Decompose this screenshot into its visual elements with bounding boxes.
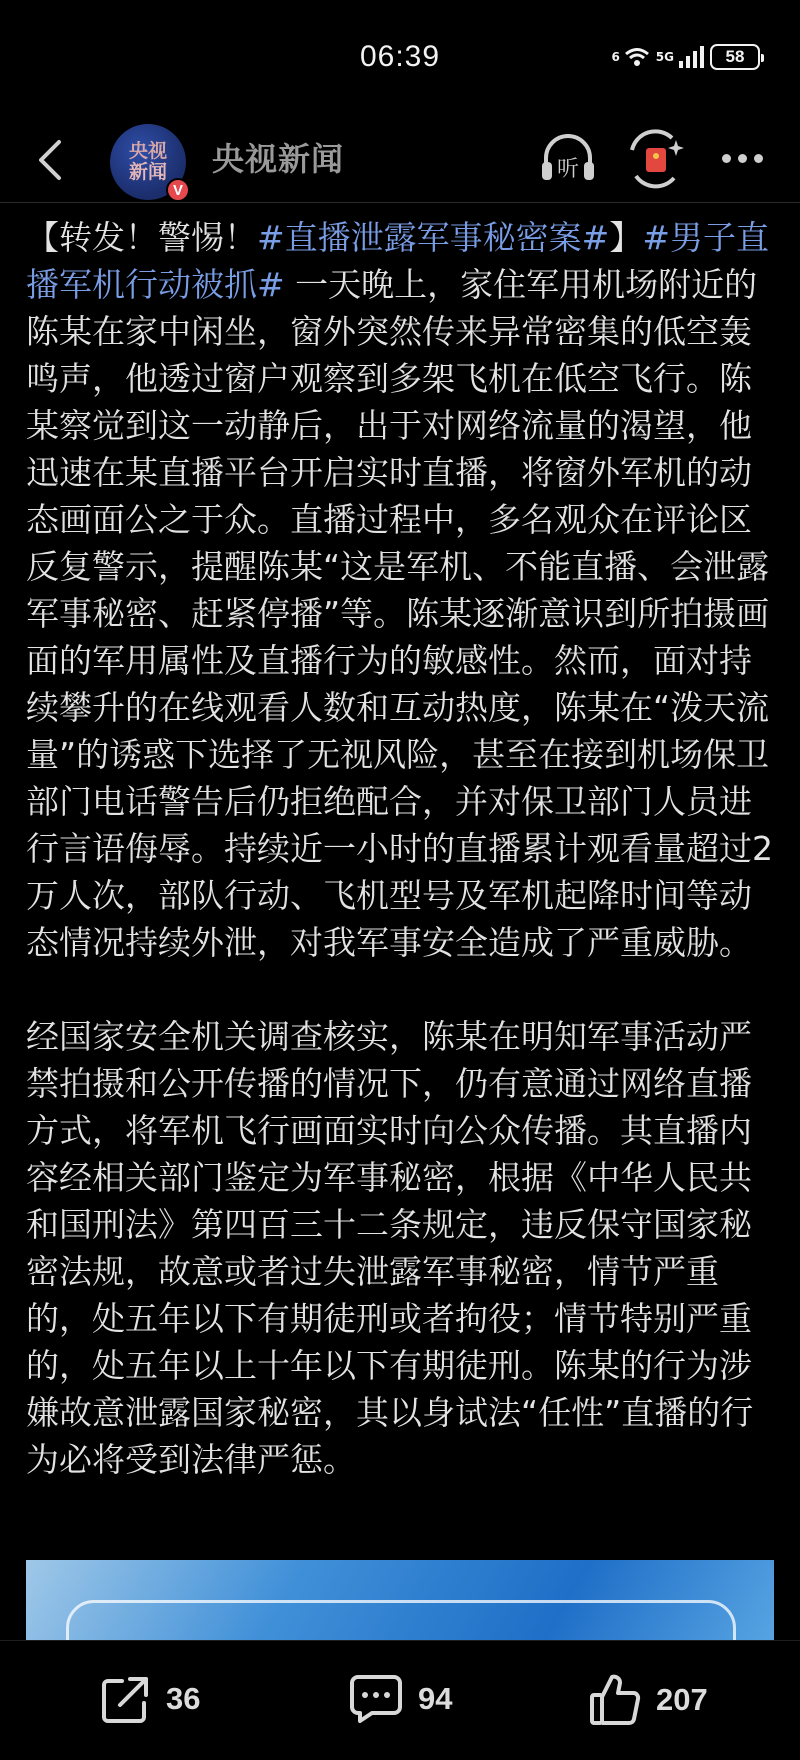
verified-badge: V <box>166 178 190 202</box>
share-count: 36 <box>166 1681 201 1716</box>
dot-icon <box>754 154 763 163</box>
thumbs-up-icon <box>588 1673 642 1727</box>
like-button[interactable] <box>588 1673 708 1727</box>
nav-bar <box>0 118 800 202</box>
status-bar <box>0 0 800 118</box>
paragraph-gap <box>26 966 778 1013</box>
avatar-text-line2: 新闻 <box>128 161 167 183</box>
headphones-icon <box>536 126 600 190</box>
chevron-left-icon <box>35 138 65 182</box>
battery-icon: 58 <box>710 44 760 70</box>
post-paragraph-1 <box>26 214 778 966</box>
network-label: 5G <box>655 50 674 64</box>
wifi-icon <box>624 46 650 68</box>
wifi-label: 6 <box>611 50 620 64</box>
dot-icon <box>722 154 731 163</box>
signal-icon <box>678 46 704 68</box>
red-envelope-button[interactable] <box>624 126 688 190</box>
post-bracket: 】 <box>609 218 643 257</box>
comment-count: 94 <box>418 1681 453 1716</box>
bottom-action-bar <box>0 1640 800 1760</box>
status-icons <box>611 44 760 70</box>
hashtag-link[interactable]: #直播泄露军事秘密案# <box>257 218 610 257</box>
red-envelope-icon <box>624 126 688 190</box>
back-button[interactable] <box>28 132 72 188</box>
hashtag-link[interactable]: #男子直播军机行动被抓# <box>26 218 769 304</box>
divider <box>0 202 800 203</box>
post-paragraph-2: 经国家安全机关调查核实，陈某在明知军事活动严禁拍摄和公开传播的情况下，仍有意通过网络直播方式，将军机飞行画面实时向公众传播。其直播内容经相关部门鉴定为军事秘密，根据《中华人民共和国刑法》第四百三十二条规定，违反保守国家秘密法规，故意或者过失泄露军事秘密，情节严重的，处五年以下有期徒刑或者拘役；情节特别严重的，处五年以上十年以下有期徒刑。陈某的行为涉嫌故意泄露国家秘密，其以身试法“任性”直播的行为必将受到法律严惩。 <box>26 1017 754 1479</box>
comment-button[interactable] <box>348 1673 452 1725</box>
account-name[interactable]: 央视新闻 <box>212 140 345 178</box>
listen-icon-text: 听 <box>556 157 580 182</box>
share-button[interactable] <box>100 1673 200 1725</box>
dot-icon <box>738 154 747 163</box>
post-text: 一天晚上，家住军用机场附近的陈某在家中闲坐，窗外突然传来异常密集的低空轰鸣声，他透过窗户观察到多架飞机在低空飞行。陈某察觉到这一动静后，出于对网络流量的渴望，他迅速在某直播平台开启实时直播，将窗外军机的动态画面公之于众。直播过程中，多名观众在评论区反复警示，提醒陈某“这是军机、不能直播、会泄露军事秘密、赶紧停播”等。陈某逐渐意识到所拍摄画面的军用属性及直播行为的敏感性。然而，面对持续攀升的在线观看人数和互动热度，陈某在“泼天流量”的诱惑下选择了无视风险，甚至在接到机场保卫部门电话警告后仍拒绝配合，并对保卫部门人员进行言语侮辱。持续近一小时的直播累计观看量超过2万人次，部队行动、飞机型号及军机起降时间等动态情况持续外泄，对我军事安全造成了严重威胁。 <box>26 265 773 962</box>
share-icon <box>100 1673 152 1725</box>
comment-icon <box>348 1673 404 1725</box>
post-body <box>26 214 778 1483</box>
post-prefix: 【转发！警惕！ <box>26 218 257 257</box>
listen-button[interactable] <box>536 126 600 190</box>
more-options-button[interactable] <box>712 126 772 190</box>
like-count: 207 <box>656 1682 708 1717</box>
status-time: 06:39 <box>359 40 441 73</box>
avatar-text-line1: 央视 <box>128 140 167 162</box>
